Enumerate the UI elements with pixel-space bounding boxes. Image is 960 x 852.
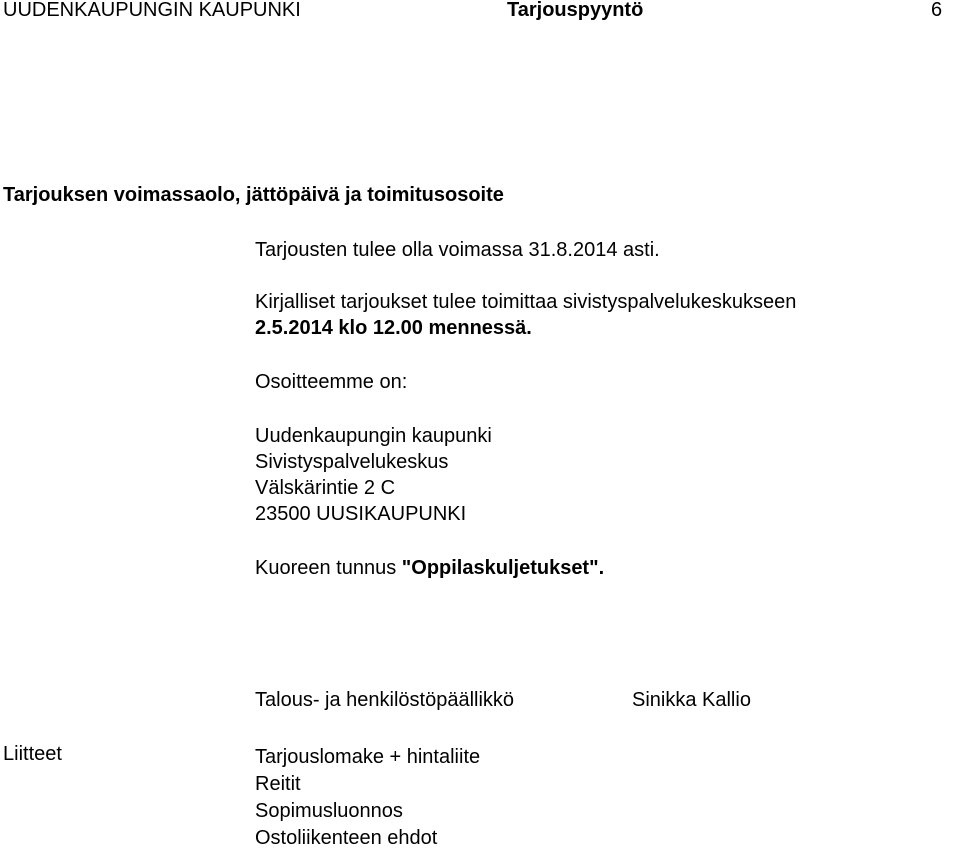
submission-instruction: Kirjalliset tarjoukset tulee toimittaa sivistyspalvelukeskukseen — [255, 291, 797, 313]
attachments-label: Liitteet — [3, 743, 62, 765]
signer-name: Sinikka Kallio — [632, 689, 751, 711]
address-line: Sivistyspalvelukeskus — [255, 451, 449, 473]
header-organization: UUDENKAUPUNGIN KAUPUNKI — [3, 0, 301, 21]
address-line: Välskärintie 2 C — [255, 477, 396, 499]
address-line: Uudenkaupungin kaupunki — [255, 425, 492, 447]
attachments-list — [255, 744, 480, 852]
envelope-prefix: Kuoreen tunnus — [255, 557, 402, 579]
attachment-item: Reitit — [255, 773, 301, 795]
envelope-marking: "Oppilaskuljetukset". — [401, 557, 605, 579]
signer-title: Talous- ja henkilöstöpäällikkö — [255, 689, 515, 711]
address-line: 23500 UUSIKAUPUNKI — [255, 503, 467, 525]
attachment-item: Tarjouslomake + hintaliite — [255, 746, 481, 768]
section-heading: Tarjouksen voimassaolo, jättöpäivä ja toimitusosoite — [3, 184, 504, 206]
header-document-type: Tarjouspyyntö — [507, 0, 644, 21]
attachment-item: Ostoliikenteen ehdot — [255, 827, 438, 849]
attachment-item: Sopimusluonnos — [255, 800, 403, 822]
address-block — [255, 423, 492, 527]
envelope-marking-line — [255, 558, 604, 578]
submission-deadline: 2.5.2014 klo 12.00 mennessä. — [255, 317, 532, 339]
address-label: Osoitteemme on: — [255, 371, 408, 393]
page-number: 6 — [931, 0, 943, 21]
validity-statement: Tarjousten tulee olla voimassa 31.8.2014 asti. — [255, 239, 660, 261]
